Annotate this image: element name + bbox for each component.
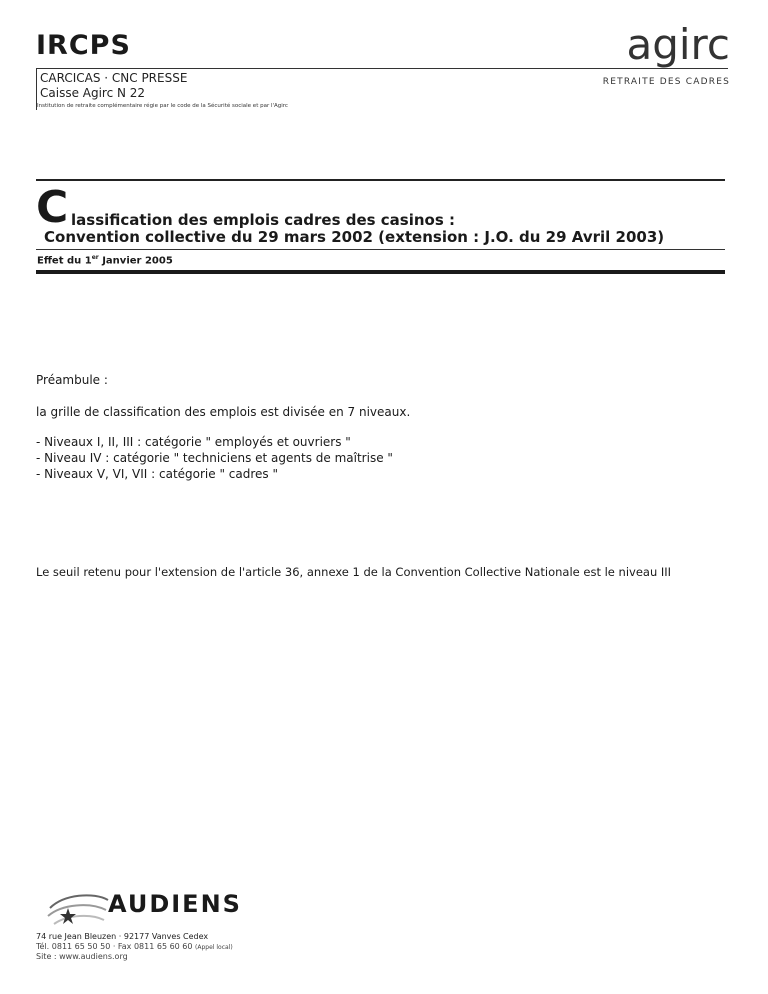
title-initial-letter: C <box>36 182 69 233</box>
niveaux-list <box>36 434 393 482</box>
footer-phone <box>36 942 233 951</box>
title-middle-rule <box>36 249 725 250</box>
title-top-rule <box>36 179 725 181</box>
effective-date-prefix: Effet du 1 <box>37 255 92 267</box>
footer-phone-note: (Appel local) <box>195 944 233 951</box>
ircps-logo: IRCPS <box>36 30 131 61</box>
effective-date <box>37 254 173 266</box>
agirc-logo: agirc <box>626 20 730 69</box>
footer-site: Site : www.audiens.org <box>36 952 128 961</box>
list-item: - Niveau IV : catégorie " techniciens et agents de maîtrise " <box>36 451 393 465</box>
caisse-line: Caisse Agirc N 22 <box>40 86 146 100</box>
caisse-info <box>40 71 187 101</box>
seuil-statement: Le seuil retenu pour l'extension de l'article 36, annexe 1 de la Convention Collective Nationale est le niveau III <box>36 565 672 579</box>
header-divider <box>36 68 728 69</box>
institution-note: Institution de retraite complémentaire régie par le code de la Sécurité sociale et par l'Agirc <box>37 103 288 109</box>
grille-statement: la grille de classification des emplois est divisée en 7 niveaux. <box>36 405 411 419</box>
carcicas-line: CARCICAS · CNC PRESSE <box>40 71 188 85</box>
effective-date-suffix: Janvier 2005 <box>98 255 173 267</box>
agirc-tagline: RETRAITE DES CADRES <box>602 77 730 87</box>
title-line-2: Convention collective du 29 mars 2002 (extension : J.O. du 29 Avril 2003) <box>44 228 665 246</box>
title-bottom-rule <box>36 270 725 274</box>
preambule-heading: Préambule : <box>36 373 108 387</box>
footer-address: 74 rue Jean Bleuzen · 92177 Vanves Cedex <box>36 932 209 941</box>
title-line-1: lassification des emplois cadres des casinos : <box>71 211 456 229</box>
list-item: - Niveaux V, VI, VII : catégorie " cadres " <box>36 467 278 481</box>
list-item: - Niveaux I, II, III : catégorie " employés et ouvriers " <box>36 435 351 449</box>
footer-phone-numbers: Tél. 0811 65 50 50 · Fax 0811 65 60 60 <box>36 942 193 951</box>
effective-date-sup: er <box>91 254 99 261</box>
audiens-logo-text: AUDIENS <box>108 890 242 918</box>
